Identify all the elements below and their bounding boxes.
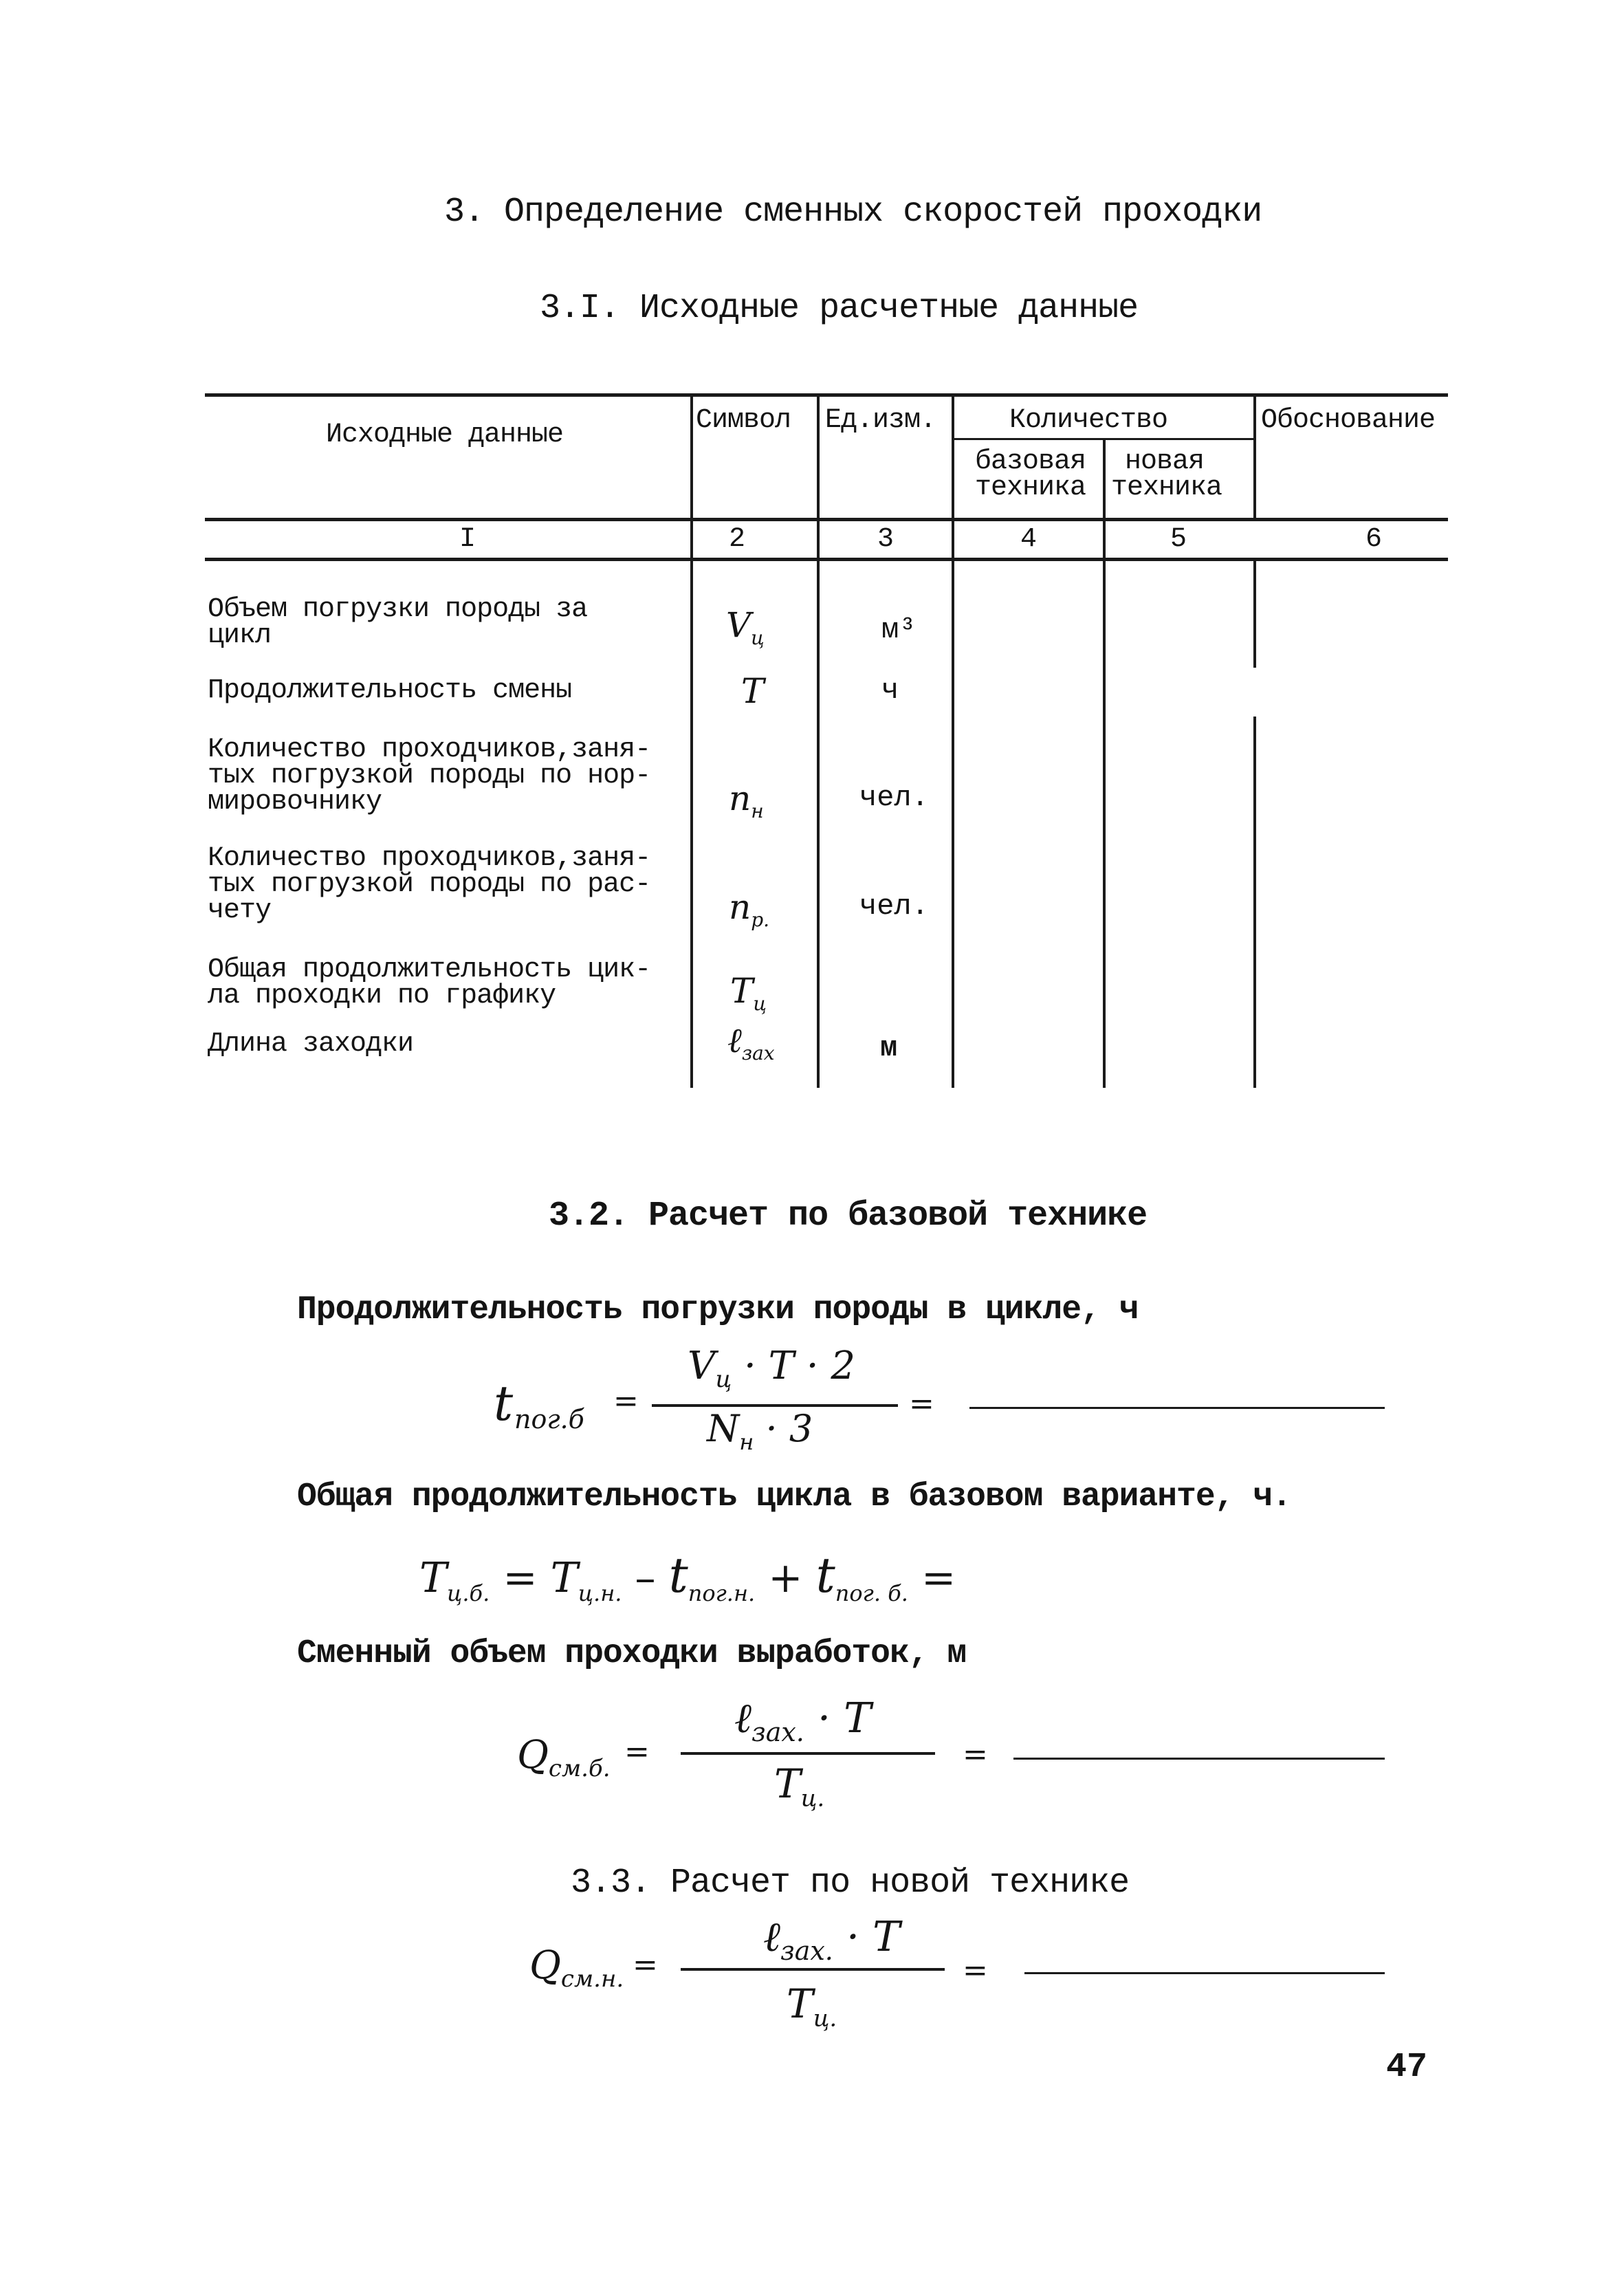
- table-row-param: Длина заходки: [208, 1029, 414, 1060]
- table-row-unit: ч: [881, 674, 899, 707]
- table-row-param: Количество проходчиков,заня- тых погрузкой породы по нор- мировочнику: [208, 734, 651, 818]
- header-justification: Обоснование: [1261, 405, 1436, 436]
- header-unit: Ед.изм.: [825, 405, 936, 436]
- page-number: 47: [1386, 2048, 1428, 2087]
- table-row-param: Количество проходчиков,заня- тых погрузкой породы по рас- чету: [208, 843, 651, 926]
- subsection-base-tech-title: 3.2. Расчет по базовой технике: [549, 1196, 1148, 1236]
- table-row-symbol: T: [741, 671, 765, 711]
- subsection-new-tech-title: 3.3. Расчет по новой технике: [571, 1863, 1130, 1903]
- column-number: 5: [1170, 524, 1187, 555]
- table-row-symbol: $T_ц$: [730, 971, 767, 1015]
- table-row-unit: м: [880, 1031, 898, 1064]
- table-row-symbol: $V_ц$: [726, 605, 765, 649]
- header-symbol: Символ: [696, 405, 791, 436]
- subsection-initial-data-title: 3.I. Исходные расчетные данные: [540, 289, 1139, 328]
- shift-volume-text: Сменный объем проходки выработок, м: [297, 1635, 967, 1672]
- formula-cycle-duration: $T_{ц.б.} = T_{ц.н.} - t_{пог.н.} + t_{пог. б.}$ =: [419, 1547, 956, 1606]
- header-initial-data: Исходные данные: [326, 419, 564, 450]
- header-quantity: Количество: [1009, 405, 1168, 436]
- cycle-duration-text: Общая продолжительность цикла в базовом варианте, ч.: [297, 1478, 1291, 1516]
- table-row-param: Объем погрузки породы за цикл: [208, 594, 588, 651]
- section-title: 3. Определение сменных скоростей проходки: [444, 193, 1262, 232]
- header-new-2: техника: [1111, 472, 1222, 503]
- table-row-unit: чел.: [859, 890, 929, 923]
- column-number: 4: [1020, 524, 1037, 555]
- table-row-symbol: $n_{р.}$: [729, 887, 770, 931]
- table-row-param: Продолжительность смены: [208, 675, 572, 706]
- table-row-unit: чел.: [859, 781, 929, 814]
- column-number: 2: [729, 524, 745, 555]
- loading-duration-text: Продолжительность погрузки породы в цикле, ч: [297, 1291, 1139, 1329]
- header-base-2: техника: [975, 472, 1086, 503]
- header-new-1: новая: [1125, 446, 1205, 477]
- header-base-1: базовая: [975, 446, 1086, 477]
- table-row-symbol: ℓ$_{зах}$: [727, 1020, 775, 1064]
- column-number: 6: [1365, 524, 1382, 555]
- column-number: 3: [877, 524, 894, 555]
- table-row-param: Общая продолжительность цик- ла проходки по графику: [208, 954, 651, 1012]
- table-row-unit: м³: [881, 613, 917, 646]
- table-row-symbol: $n_н$: [729, 778, 764, 822]
- column-number: I: [459, 524, 476, 555]
